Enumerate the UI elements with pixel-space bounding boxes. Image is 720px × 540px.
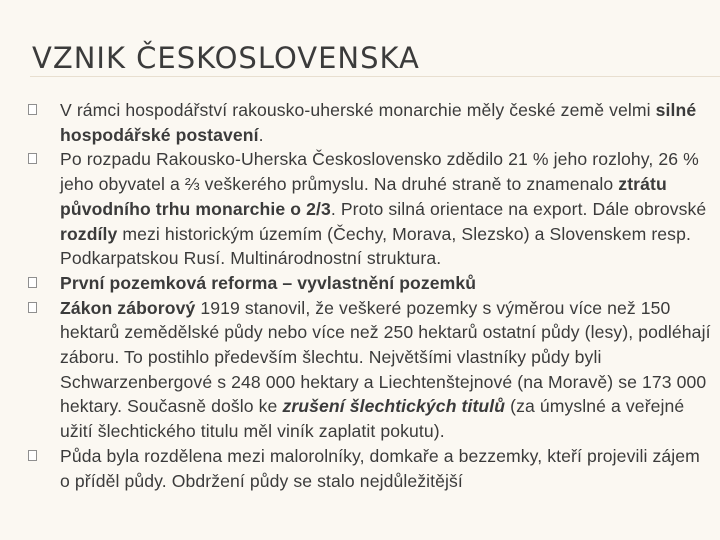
bullet-text-bold: První pozemková reforma – vyvlastnění pozemků [60,272,477,293]
bullet-item [28,147,714,271]
bullet-text: . Proto silná orientace na export. Dále obrovské [330,198,707,219]
slide-title: VZNIK ČESKOSLOVENSKA [32,41,420,76]
square-bullet-icon [28,153,37,164]
bullet-text-bold: silné hospodářské postavení [60,100,697,145]
bullet-text: Půda byla rozdělena mezi malorolníky, domkaře a bezzemky, kteří projevili zájem o příděl půdy. Obdržení půdy se stalo nejdůležitější [60,445,700,491]
square-bullet-icon [28,302,37,313]
square-bullet-icon [28,104,37,115]
bullet-text-bold: rozdíly [60,223,118,244]
bullet-text-bold: ztrátu původního trhu monarchie o 2/3 [60,174,667,219]
bullet-list [28,98,714,493]
bullet-item [28,296,714,444]
bullet-text: (za úmyslné a veřejné užití šlechtického titulu měl viník zaplatit pokutu). [60,396,685,442]
square-bullet-icon [28,277,37,288]
bullet-item [28,444,714,493]
bullet-text: 1919 stanovil, že veškeré pozemky s výměrou více než 150 hektarů zemědělské půdy nebo více než 250 hektarů ostatní půdy (lesy), podléhají záboru. To postihlo především šlechtu. Největšími vlastníky půdy byli Schwarzenbergové s 248 000 hektary a Liechtenštejnové (na Moravě) se 173 000 hektary. Současně došlo ke [60,297,711,417]
bullet-text: . [258,124,264,145]
bullet-text-bold: Zákon záborový [60,297,196,318]
bullet-text: Po rozpadu Rakousko-Uherska Československo zdědilo 21 % jeho rozlohy, 26 % jeho obyvatel a ⅔ veškerého průmyslu. Na druhé straně to znamenalo [60,149,699,195]
bullet-text: V rámci hospodářství rakousko-uherské monarchie měly české země velmi [60,100,656,120]
title-divider [30,76,720,77]
bullet-item [28,271,714,296]
square-bullet-icon [28,450,37,461]
bullet-text-bold-italic: zrušení šlechtických titulů [282,396,506,417]
bullet-item [28,98,714,147]
bullet-text: mezi historickým územím (Čechy, Morava, Slezsko) a Slovenskem resp. Podkarpatskou Rusí. Multinárodnostní struktura. [60,223,691,269]
